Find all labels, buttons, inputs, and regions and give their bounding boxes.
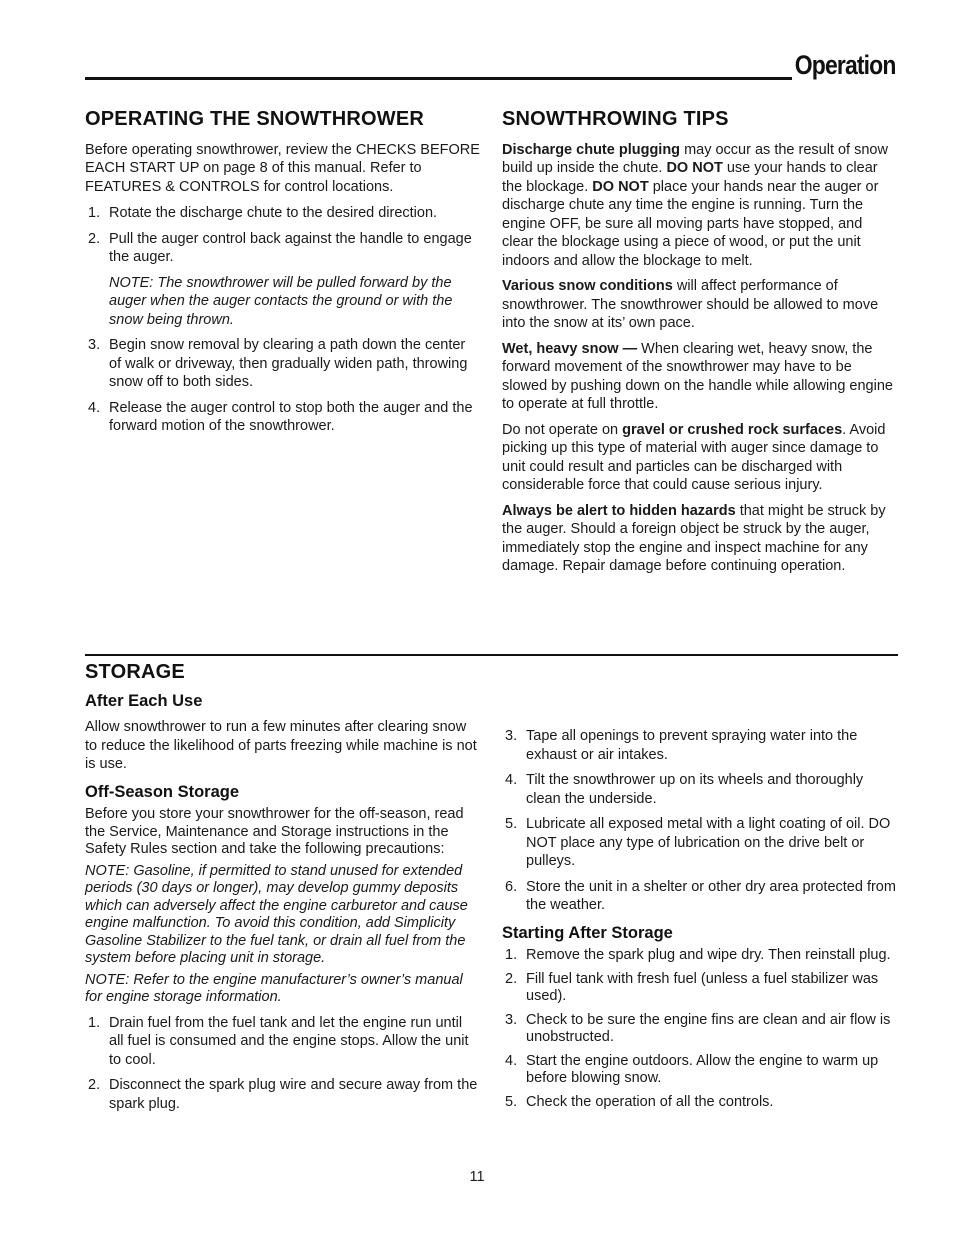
list-item: 2. Disconnect the spark plug wire and secure away from the spark plug. [88, 1077, 478, 1112]
tip-wet-snow: Wet, heavy snow — When clearing wet, heavy snow, the forward movement of the snowthrower may have to be slowed by pushing down on the handle while allowing engine to operate at full throttle. [502, 340, 893, 412]
list-item: 3. Begin snow removal by clearing a path down the center of walk or driveway, then gradually widen path, throwing snow off to both sides. [88, 337, 468, 390]
starting-steps [502, 947, 897, 1111]
storage-heading: STORAGE [85, 661, 185, 683]
operating-heading: OPERATING THE SNOWTHROWER [85, 108, 425, 130]
list-item: 3. Check to be sure the engine fins are clean and air flow is unobstructed. [505, 1011, 891, 1045]
storage-section-right [502, 727, 897, 1117]
starting-heading: Starting After Storage [502, 923, 673, 942]
tips-heading: SNOWTHROWING TIPS [502, 108, 729, 130]
section-title: Operation [795, 50, 896, 80]
tip-chute: Discharge chute plugging may occur as the result of snow build up inside the chute. DO NOT use your hands to clear the blockage. DO NOT place your hands near the auger or discharge chute any time the engine is running. Turn the engine OFF, be sure all moving parts have stopped, and clear the blockage using a piece of wood, or put the unit indoors and allow the blockage to melt. [502, 141, 888, 269]
tips-section [502, 110, 897, 583]
list-item: 4. Start the engine outdoors. Allow the engine to warm up before blowing snow. [505, 1052, 879, 1086]
tip-conditions: Various snow conditions will affect performance of snowthrower. The snowthrower should be allowed to move into the snow at its’ own pace. [502, 278, 879, 331]
list-item: 2. Fill fuel tank with fresh fuel (unless a fuel stabilizer was used). [505, 970, 879, 1004]
after-use-text: Allow snowthrower to run a few minutes after clearing snow to reduce the likelihood of parts freezing while machine is not is use. [85, 719, 477, 772]
storage-steps-left [85, 1014, 480, 1114]
list-item: 2. Pull the auger control back against the handle to engage the auger. [88, 230, 472, 265]
operating-steps-cont [85, 336, 480, 436]
gasoline-note: NOTE: Gasoline, if permitted to stand unused for extended periods (30 days or longer), may develop gummy deposits which can adversely affect the engine carburetor and cause engine malfunction. To avoid this condition, add Simplicity Gasoline Stabilizer to the fuel tank, or drain all fuel from the system before placing unit in storage. [85, 862, 468, 966]
list-item: 6. Store the unit in a shelter or other dry area protected from the weather. [505, 878, 896, 913]
manual-note: NOTE: Refer to the engine manufacturer’s owner’s manual for engine storage information. [85, 971, 463, 1005]
after-use-heading: After Each Use [85, 691, 203, 710]
list-item: 4. Release the auger control to stop both the auger and the forward motion of the snowthrower. [88, 399, 473, 434]
tip-hazards: Always be alert to hidden hazards that might be struck by the auger. Should a foreign object be struck by the auger, immediately stop the engine and inspect machine for any damage. Repair damage before continuing operation. [502, 502, 886, 574]
list-item: 5. Lubricate all exposed metal with a light coating of oil. DO NOT place any type of lubrication on the drive belt or pulleys. [505, 816, 891, 869]
off-season-heading: Off-Season Storage [85, 782, 240, 801]
operating-intro: Before operating snowthrower, review the CHECKS BEFORE EACH START UP on page 8 of this manual. Refer to FEATURES & CONTROLS for control locations. [85, 141, 480, 195]
list-item: 1. Drain fuel from the fuel tank and let the engine run until all fuel is consumed and the engine stops. Allow the unit to cool. [88, 1014, 469, 1068]
list-item: 3. Tape all openings to prevent spraying water into the exhaust or air intakes. [505, 728, 858, 763]
list-item: 5. Check the operation of all the controls. [505, 1093, 774, 1110]
section-divider [85, 654, 898, 656]
tip-gravel: Do not operate on gravel or crushed rock surfaces. Avoid picking up this type of material with auger since damage to unit could result and particles can be discharged with considerable force that could cause serious injury. [502, 421, 886, 493]
header-rule [85, 77, 792, 80]
operating-section [85, 110, 480, 443]
list-item: 4. Tilt the snowthrower up on its wheels and thoroughly clean the underside. [505, 772, 864, 807]
off-season-text: Before you store your snowthrower for the off-season, read the Service, Maintenance and Storage instructions in the Safety Rules section and take the following precautions: [85, 806, 464, 857]
page-number: 11 [469, 1169, 485, 1185]
storage-steps-right [502, 727, 897, 915]
list-item: 1. Rotate the discharge chute to the desired direction. [88, 205, 438, 221]
operating-note: NOTE: The snowthrower will be pulled forward by the auger when the auger contacts the ground or with the snow being thrown. [109, 274, 453, 328]
list-item: 1. Remove the spark plug and wipe dry. Then reinstall plug. [505, 947, 891, 963]
storage-section [85, 663, 480, 1120]
operating-steps [85, 204, 480, 267]
